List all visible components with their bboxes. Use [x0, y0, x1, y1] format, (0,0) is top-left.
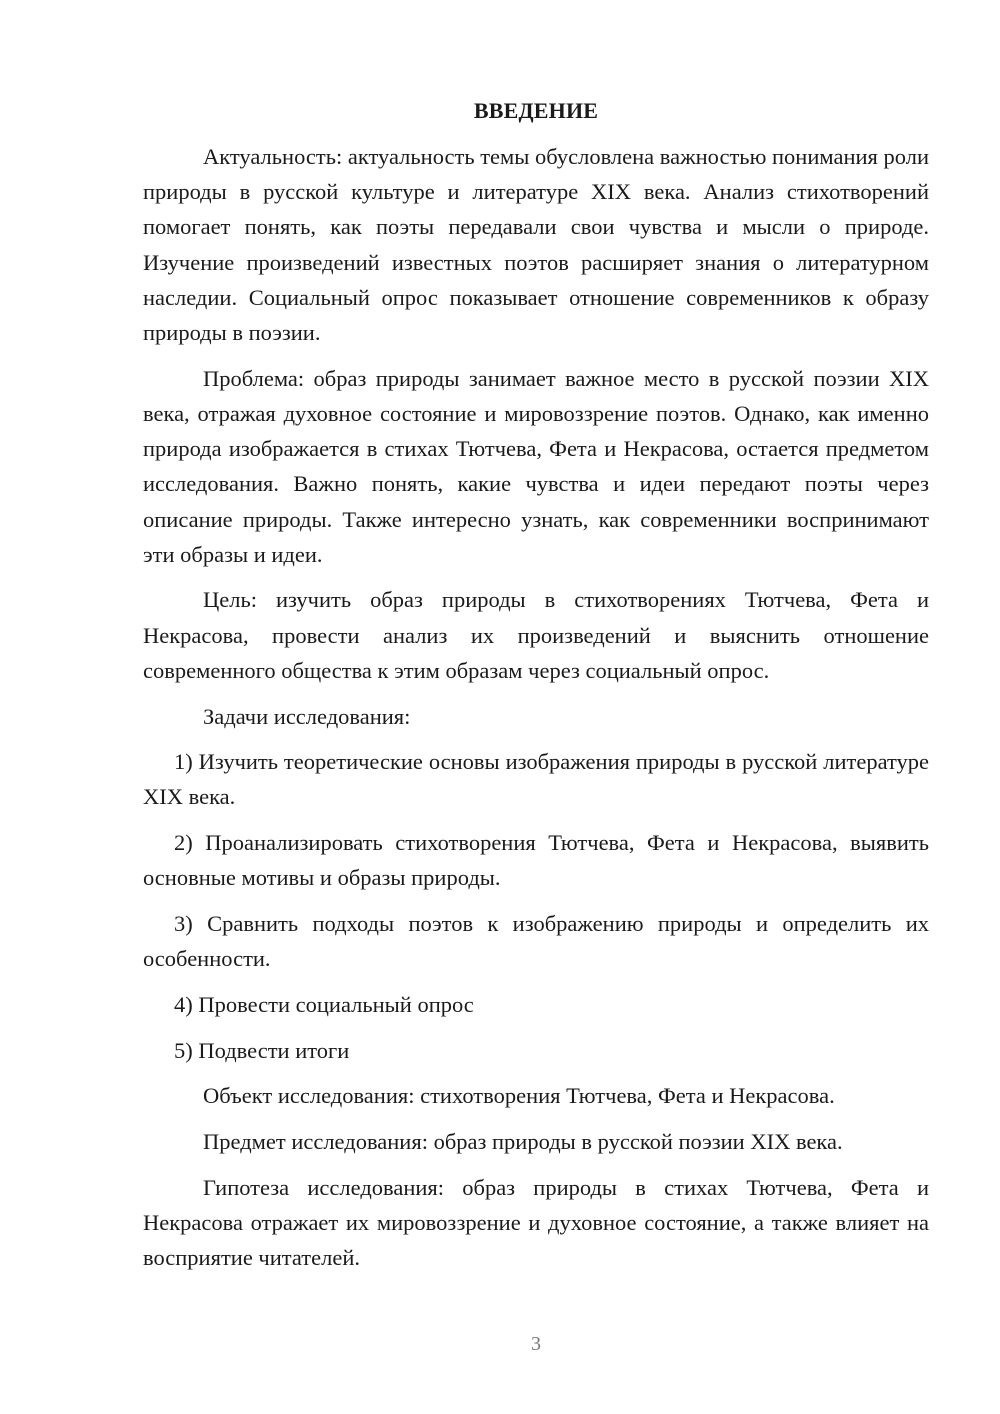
- task-item-3: 3) Сравнить подходы поэтов к изображению природы и определить их особенности.: [143, 911, 929, 972]
- object-paragraph: Объект исследования: стихотворения Тютчева, Фета и Некрасова.: [203, 1083, 835, 1109]
- page-number: 3: [531, 1333, 541, 1355]
- relevance-paragraph: Актуальность: актуальность темы обусловлена важностью понимания роли природы в русской культуре и литературе XIX века. Анализ стихотворений помогает понять, как поэты передавали свои чувства и мысли о природе. Изучение произведений известных поэтов расширяет знания о литературном наследии. Социальный опрос показывает отношение современников к образу природы в поэзии.: [143, 144, 929, 346]
- task-item-4: 4) Провести социальный опрос: [174, 991, 474, 1017]
- task-item-5: 5) Подвести итоги: [174, 1037, 350, 1063]
- tasks-heading: Задачи исследования:: [203, 703, 411, 729]
- task-item-1: 1) Изучить теоретические основы изображения природы в русской литературе XIX века.: [143, 749, 929, 810]
- hypothesis-paragraph: Гипотеза исследования: образ природы в стихах Тютчева, Фета и Некрасова отражает их мировоззрение и духовное состояние, а также влияет на восприятие читателей.: [143, 1174, 929, 1271]
- goal-paragraph: Цель: изучить образ природы в стихотворениях Тютчева, Фета и Некрасова, провести анализ их произведений и выяснить отношение современного общества к этим образам через социальный опрос.: [143, 587, 929, 683]
- page-title: ВВЕДЕНИЕ: [473, 98, 599, 123]
- subject-paragraph: Предмет исследования: образ природы в русской поэзии XIX века.: [203, 1129, 843, 1155]
- page-content: [143, 95, 929, 1286]
- problem-paragraph: Проблема: образ природы занимает важное место в русской поэзии XIX века, отражая духовное состояние и мировоззрение поэтов. Однако, как именно природа изображается в стихах Тютчева, Фета и Некрасова, остается предметом исследования. Важно понять, какие чувства и идеи передают поэты через описание природы. Также интересно узнать, как современники воспринимают эти образы и идеи.: [143, 365, 929, 567]
- task-item-2: 2) Проанализировать стихотворения Тютчева, Фета и Некрасова, выявить основные мотивы и образы природы.: [143, 830, 929, 891]
